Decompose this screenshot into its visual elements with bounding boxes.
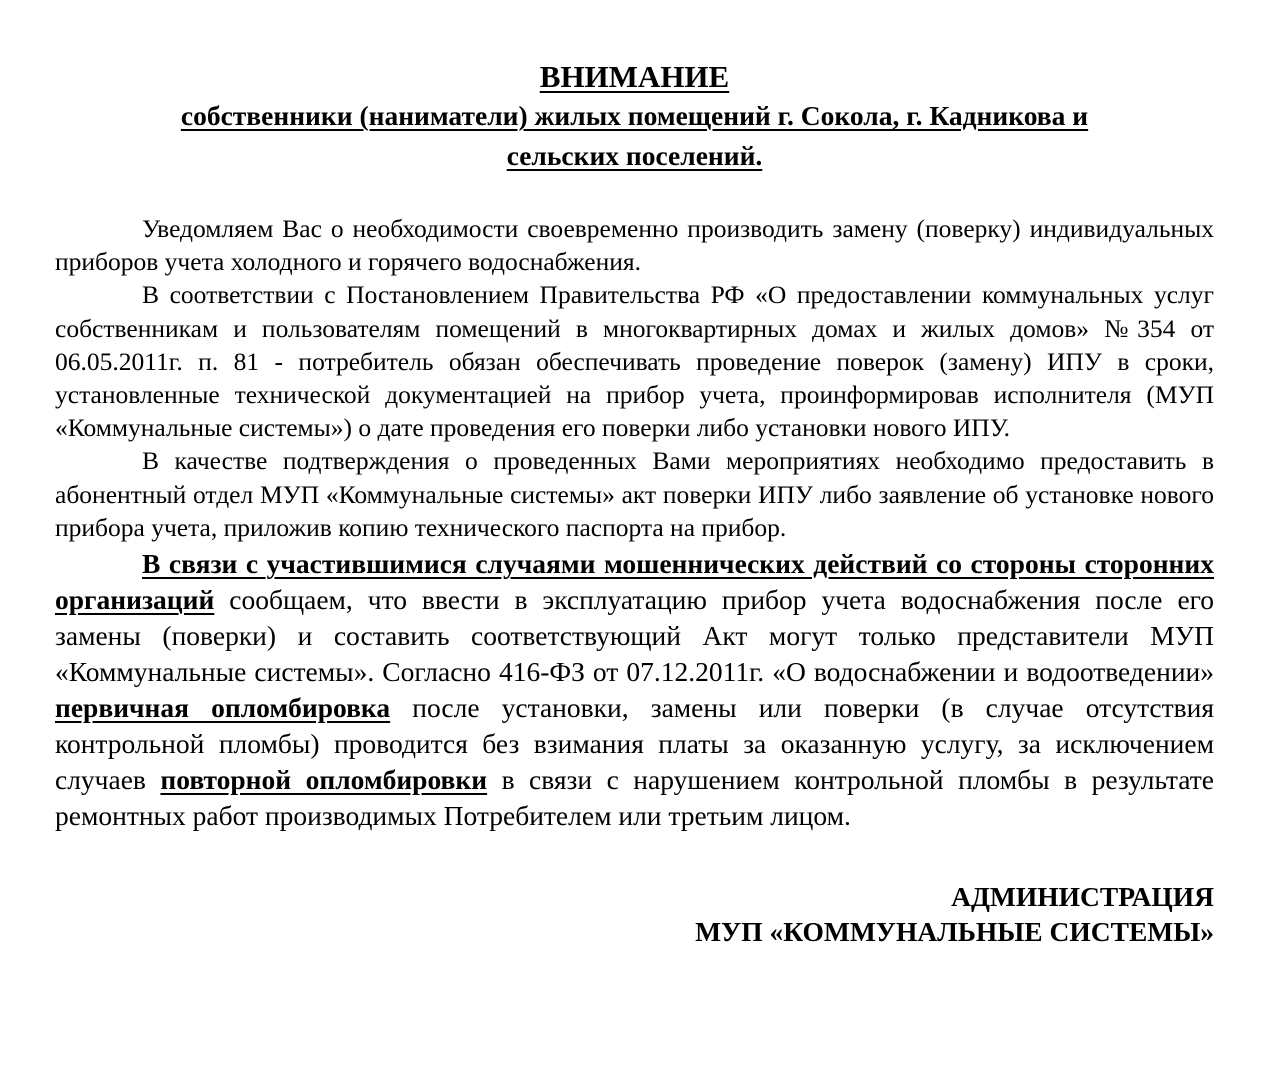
- notice-subtitle-line1: собственники (наниматели) жилых помещений г. Сокола, г. Кадникова и: [180, 100, 1089, 131]
- notice-body: [55, 212, 1214, 834]
- signature-block: [55, 879, 1214, 949]
- fraud-warning-lead: В связи с участившимися случаями мошеннических действий со стороны сторонних организаций: [55, 548, 1214, 616]
- signature-line1: АДМИНИСТРАЦИЯ: [951, 881, 1214, 913]
- notice-title: ВНИМАНИЕ: [539, 59, 730, 94]
- fraud-warning-text3: в связи с нарушением контрольной пломбы в результате ремонтных работ производимых Потребителем или третьим лицом.: [55, 764, 1215, 832]
- primary-sealing-term: первичная опломбировка: [55, 692, 391, 724]
- notice-header: [55, 60, 1214, 176]
- paragraph-fraud-warning: [55, 546, 1214, 834]
- paragraph-confirmation: В качестве подтверждения о проведенных Вами мероприятиях необходимо предоставить в абонентный отдел МУП «Коммунальные системы» акт поверки ИПУ либо заявление об установке нового прибора учета, приложив копию технического паспорта на прибор.: [55, 446, 1214, 542]
- paragraph-regulation: В соответствии с Постановлением Правительства РФ «О предоставлении коммунальных услуг собственникам и пользователям помещений в многоквартирных домах и жилых домов» №354 от 06.05.2011г. п. 81 - потребитель обязан обеспечивать проведение поверок (замену) ИПУ в сроки, установленные технической документацией на прибор учета, проинформировав исполнителя (МУП «Коммунальные системы») о дате проведения его поверки либо установки нового ИПУ.: [55, 280, 1214, 443]
- signature-line2: МУП «КОММУНАЛЬНЫЕ СИСТЕМЫ»: [695, 916, 1214, 948]
- notice-subtitle-line2: сельских поселений.: [506, 140, 763, 171]
- fraud-warning-text1: сообщаем, что ввести в эксплуатацию прибор учета водоснабжения после его замены (поверки) и составить соответствующий Акт могут только представители МУП «Коммунальные системы». Согласно 416-ФЗ от 07.12.2011г. «О водоснабжении и водоотведении»: [55, 584, 1214, 688]
- repeat-sealing-term: повторной опломбировки: [160, 764, 488, 796]
- fraud-warning-text2: после установки, замены или поверки (в случае отсутствия контрольной пломбы) проводится без взимания платы за оказанную услугу, за исключением случаев: [55, 692, 1214, 796]
- paragraph-notification: Уведомляем Вас о необходимости своевременно производить замену (поверку) индивидуальных приборов учета холодного и горячего водоснабжения.: [55, 214, 1214, 277]
